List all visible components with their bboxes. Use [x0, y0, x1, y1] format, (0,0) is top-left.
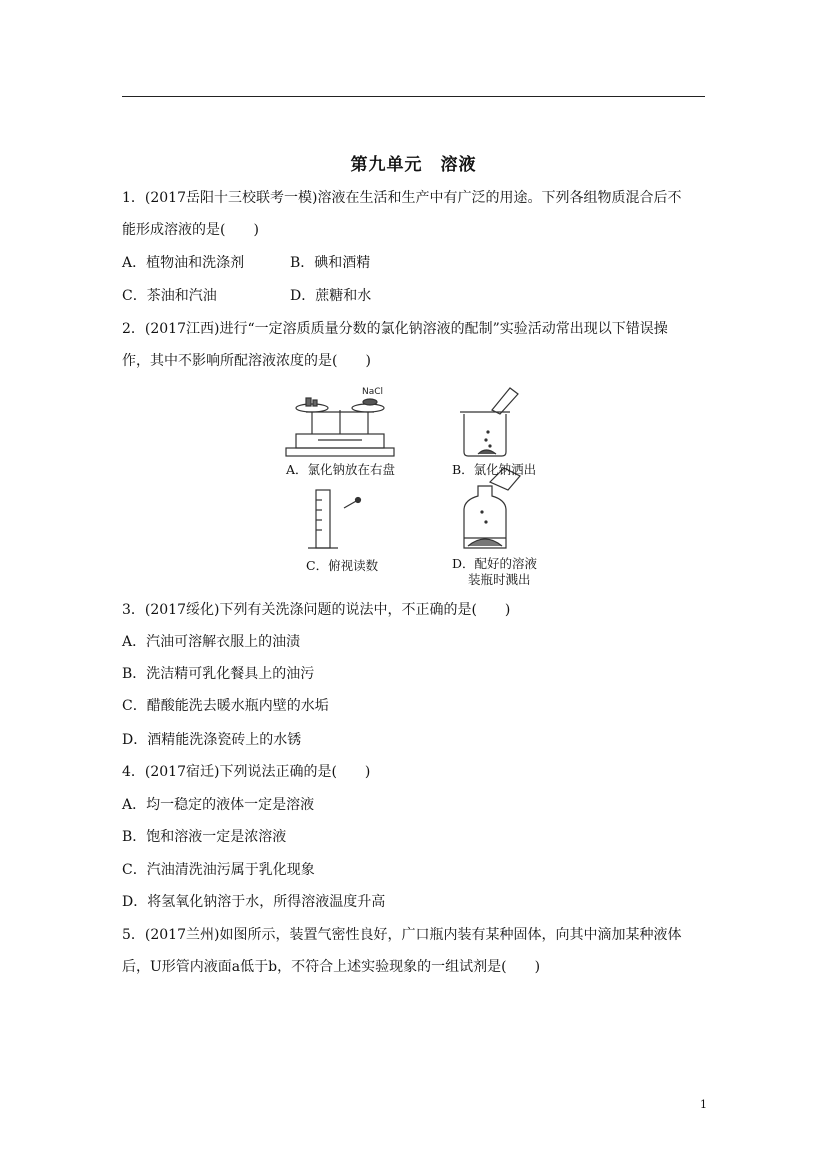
q3-option-b: B．洗洁精可乳化餐具上的油污 — [122, 666, 315, 682]
q3-option-c: C．醋酸能洗去暖水瓶内壁的水垢 — [122, 698, 329, 714]
beaker-drawing — [460, 388, 518, 456]
q2-figure — [278, 382, 550, 588]
q4-option-a: A．均一稳定的液体一定是溶液 — [122, 797, 315, 813]
q5-stem-line1: 5．(2017兰州)如图所示，装置气密性良好，广口瓶内装有某种固体，向其中滴加某种液体 — [122, 927, 682, 943]
q4-option-d: D．将氢氧化钠溶于水，所得溶液温度升高 — [122, 894, 386, 910]
figure-caption-c: C．俯视读数 — [306, 558, 379, 573]
page-number: 1 — [700, 1098, 707, 1111]
q2-stem-line1: 2．(2017江西)进行“一定溶质质量分数的氯化钠溶液的配制”实验活动常出现以下错误操 — [122, 321, 668, 337]
q4-stem: 4．(2017宿迁)下列说法正确的是( ) — [122, 764, 371, 780]
q5-stem-line2: 后，U形管内液面a低于b，不符合上述实验现象的一组试剂是( ) — [122, 959, 541, 975]
cylinder-drawing — [308, 490, 361, 548]
figure-caption-b: B．氯化钠洒出 — [452, 462, 537, 477]
figure-caption-d-line2: 装瓶时溅出 — [468, 572, 531, 587]
q1-option-c: C．茶油和汽油 — [122, 288, 217, 304]
q3-option-a: A．汽油可溶解衣服上的油渍 — [122, 634, 301, 650]
q3-option-d: D．酒精能洗涤瓷砖上的水锈 — [122, 732, 302, 748]
balance-drawing — [286, 398, 394, 456]
header-rule — [122, 96, 705, 97]
nacl-label: NaCl — [362, 387, 384, 397]
q4-option-c: C．汽油清洗油污属于乳化现象 — [122, 862, 315, 878]
q2-stem-line2: 作，其中不影响所配溶液浓度的是( ) — [122, 353, 371, 369]
figure-caption-a: A．氯化钠放在右盘 — [286, 462, 396, 477]
q1-stem-line2: 能形成溶液的是( ) — [122, 222, 259, 238]
q4-option-b: B．饱和溶液一定是浓溶液 — [122, 829, 287, 845]
q1-stem-line1: 1．(2017岳阳十三校联考一模)溶液在生活和生产中有广泛的用途。下列各组物质混合后不 — [122, 190, 682, 206]
figure-caption-d: D．配好的溶液 — [452, 556, 538, 571]
page-title: 第九单元 溶液 — [350, 155, 477, 175]
bottle-drawing — [464, 468, 520, 548]
q1-option-d: D．蔗糖和水 — [290, 288, 372, 304]
q3-stem: 3．(2017绥化)下列有关洗涤问题的说法中，不正确的是( ) — [122, 602, 511, 618]
q1-option-b: B．碘和酒精 — [290, 255, 371, 271]
q1-option-a: A．植物油和洗涤剂 — [122, 255, 245, 271]
